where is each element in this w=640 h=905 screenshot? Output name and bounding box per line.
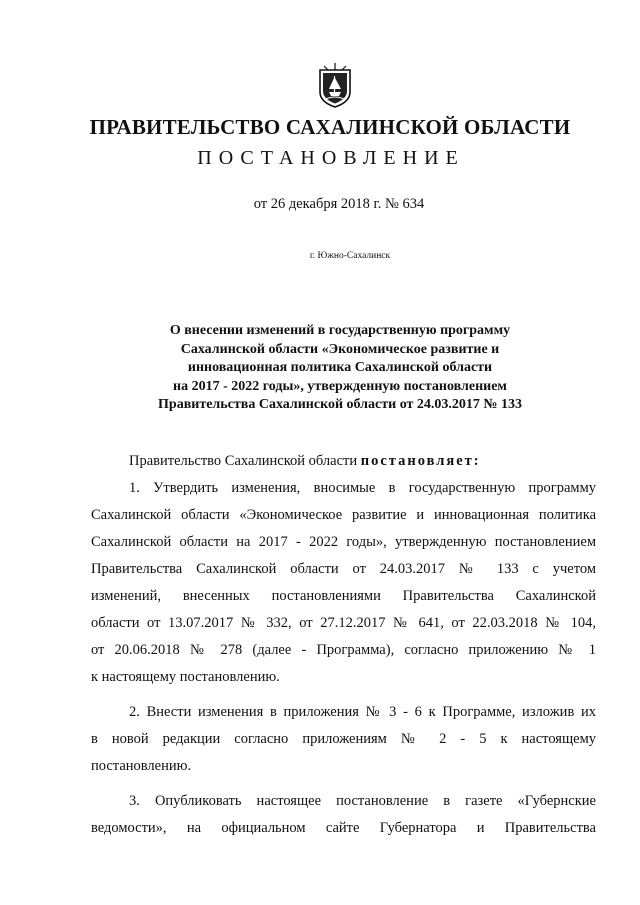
paragraph-line: 3. Опубликовать настоящее постановление в газете «Губернские: [129, 793, 596, 809]
document-body: [91, 448, 596, 842]
paragraph-line: к настоящему постановлению.: [91, 669, 280, 685]
subject-line: инновационная политика Сахалинской области: [187, 360, 493, 375]
paragraph-line: Сахалинской области на 2017 - 2022 годы», утвержденную постановлением: [91, 534, 596, 550]
paragraph-line: постановлению.: [91, 758, 192, 774]
paragraph-line: изменений, внесенных постановлениями Правительства Сахалинской: [91, 588, 596, 604]
item-1-paragraph: [91, 475, 596, 691]
paragraph-line: ведомости», на официальном сайте Губернатора и Правительства: [91, 820, 596, 836]
preamble: [91, 448, 596, 475]
paragraph-line: 2. Внести изменения в приложения № 3 - 6 к Программе, изложив их: [129, 704, 596, 720]
decree-word: постановляет: [360, 453, 474, 469]
subject-line: О внесении изменений в государственную программу: [169, 323, 511, 338]
paragraph-line: в новой редакции согласно приложениям № 2 - 5 к настоящему: [91, 731, 596, 747]
organization-title: ПРАВИТЕЛЬСТВО САХАЛИНСКОЙ ОБЛАСТИ: [89, 115, 571, 139]
paragraph-line: 1. Утвердить изменения, вносимые в государственную программу: [129, 480, 596, 496]
subject-line: Правительства Сахалинской области от 24.03.2017 № 133: [158, 397, 522, 412]
document-type: ПОСТАНОВЛЕНИЕ: [197, 147, 465, 169]
preamble-text: Правительство Сахалинской области: [129, 453, 361, 469]
subject-line: Сахалинской области «Экономическое развитие и: [180, 341, 500, 357]
document-date-number: от 26 декабря 2018 г. № 634: [253, 196, 425, 212]
item-3-paragraph: [91, 788, 596, 842]
subject-line: на 2017 - 2022 годы», утвержденную постановлением: [173, 378, 507, 394]
coat-of-arms-icon: [318, 62, 352, 108]
paragraph-line: области от 13.07.2017 № 332, от 27.12.2017 № 641, от 22.03.2018 № 104,: [91, 615, 596, 631]
paragraph-line: Правительства Сахалинской области от 24.03.2017 № 133 с учетом: [91, 561, 596, 577]
document-city: г. Южно-Сахалинск: [309, 251, 391, 261]
document-subject: [110, 322, 570, 415]
paragraph-line: Сахалинской области «Экономическое развитие и инновационная политика: [91, 507, 596, 523]
decree-colon: :: [473, 453, 481, 469]
paragraph-line: от 20.06.2018 № 278 (далее - Программа), согласно приложению № 1: [91, 642, 596, 658]
item-2-paragraph: [91, 699, 596, 780]
